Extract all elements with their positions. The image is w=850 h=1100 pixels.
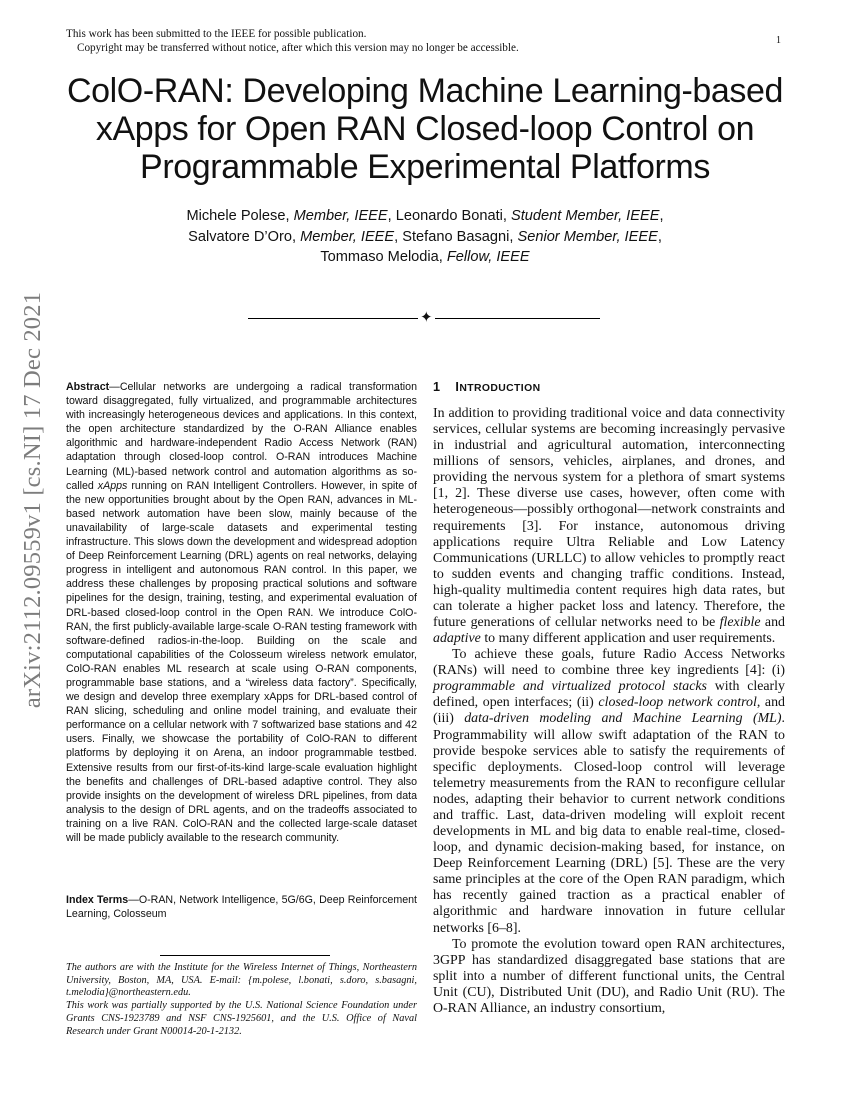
footnote-rule [160,955,330,956]
arxiv-stamp-text: arXiv:2112.09559v1 [cs.NI] 17 Dec 2021 [19,291,46,709]
introduction-body [433,406,785,1017]
notice-line-2: Copyright may be transferred without notice, after which this version may no longer be accessible. [77,42,519,54]
author-name: Salvatore D’Oro [188,228,292,245]
author-name: Michele Polese [186,208,286,224]
notice-line-1: This work has been submitted to the IEEE for possible publication. [66,28,367,40]
section-number: 1 [433,380,441,394]
section-title-initial: I [455,380,460,394]
title-line-3: Programmable Experimental Platforms [140,148,710,186]
author-line-1: Michele Polese, Member, IEEE, Leonardo Bonati, Student Member, IEEE, [186,208,664,224]
author-role: Member, IEEE [293,208,388,224]
index-terms-label: Index Terms [66,894,129,906]
author-role: Fellow, IEEE [446,249,530,265]
arxiv-stamp [10,291,56,709]
author-role: Member, IEEE [300,228,395,245]
submission-notice [66,27,519,55]
section-heading-introduction [433,380,540,394]
abstract: Abstract—Cellular networks are undergoing a radical transformation toward disaggregated, fully virtualized, and programmable architectures with increasingly heterogeneous devices and applications. In this context, the open architecture standardized by the O-RAN Alliance enables algorithmic and hardware-independent Radio Access Network (RAN) adaptation through closed-loop control. O-RAN introduces Machine Learning (ML)-based network control and automation algorithms as so-called xApps running on RAN Intelligent Controllers. However, in spite of the new opportunities brought about by the Open RAN, advances in ML-based network automation have been slow, mainly because of the unavailability of large-scale datasets and experimental testing infrastructure. This slows down the development and widespread adoption of Deep Reinforcement Learning (DRL) agents on real networks, delaying progress in intelligent and autonomous RAN control. In this paper, we address these challenges by proposing practical solutions and software pipelines for the design, training, testing, and experimental evaluation of DRL-based closed-loop control in the Open RAN. We introduce ColO-RAN, the first publicly-available large-scale O-RAN testing framework with software-defined radios-in-the-loop. Building on the scale and computational capabilities of the Colosseum wireless network emulator, ColO-RAN enables ML research at scale using O-RAN components, programmable base stations, and a “wireless data factory”. Specifically, we design and develop three exemplary xApps for DRL-based control of RAN slicing, scheduling and online model training, and evaluate their performance on a cellular network with 7 softwarized base stations and 42 users. Finally, we showcase the portability of ColO-RAN to different platforms by deploying it on Arena, an indoor programmable testbed. Extensive results from our first-of-its-kind large-scale evaluation highlight the benefits and challenges of DRL-based adaptive control. They also provide insights on the development of wireless DRL pipelines, from data analysis to the design of DRL agents, and on the tradeoffs associated to training on a live RAN. ColO-RAN and the collected large-scale dataset will be made publicly available to the research community. [66,381,417,844]
paper-title [40,72,810,186]
page-number: 1 [776,35,781,46]
title-line-2: xApps for Open RAN Closed-loop Control on [95,110,755,148]
author-line-2: Salvatore D’Oro, Member, IEEE, Stefano Basagni, Senior Member, IEEE, [188,228,662,245]
footnote-affiliation: The authors are with the Institute for the Wireless Internet of Things, Northeastern University, Boston, MA, USA. E-mail: {m.polese, l.bonati, s.doro, s.basagni, t.melodia}@northeastern.edu. [66,962,417,999]
index-terms: Index Terms—O-RAN, Network Intelligence, 5G/6G, Deep Reinforcement Learning, Colosseum [66,894,417,921]
abstract-text: Cellular networks are undergoing a radical transformation toward disaggregated, fully virtualized, and programmable architectures with increasingly heterogeneous devices and applications. In this context, the open architecture standardized by the O-RAN Alliance enables algorithmic and hardware-independent Radio Access Network (RAN) adaptation through closed-loop control. O-RAN introduces Machine Learning (ML)-based network control and automation algorithms as so-called [66,381,417,492]
author-role: Senior Member, IEEE [517,228,658,245]
author-name: Tommaso Melodia [320,249,439,265]
paragraph: To achieve these goals, future Radio Access Networks (RANs) will need to combine three key ingredients [4]: (i) programmable and virtualized protocol stacks with clearly defined, open interfaces; (ii) closed-loop network control, and (iii) data-driven modeling and Machine Learning (ML). Programmability will allow swift adaptation of the RAN to provide bespoke services able to satisfy the requirements of specific deployments. Closed-loop control will leverage telemetry measurements from the RAN to reconfigure cellular nodes, adapting their behavior to current network conditions and traffic. Last, data-driven modeling will exploit recent developments in ML and big data to enable real-time, closed-loop, and dynamic decision-making based, for instance, on Deep Reinforcement Learning (DRL) [5]. These are the very same principles at the core of the Open RAN paradigm, which has recently gained traction as a practical enabler of algorithmic and hardware innovation in future cellular networks [6–8]. [433,647,785,936]
author-line-3: Tommaso Melodia, Fellow, IEEE [320,249,530,265]
author-name: Leonardo Bonati [395,208,503,224]
author-name: Stefano Basagni [402,228,510,245]
title-line-1: ColO-RAN: Developing Machine Learning-based [66,72,784,110]
index-terms-text: O-RAN, Network Intelligence, 5G/6G, Deep Reinforcement Learning, Colosseum [66,894,417,921]
author-role: Student Member, IEEE [510,208,660,224]
paragraph: To promote the evolution toward open RAN architectures, 3GPP has standardized disaggregated base stations that are split into a number of different functional units, the Central Unit (CU), Distributed Unit (DU), and Radio Unit (RU). The O-RAN Alliance, an industry consortium, [433,936,785,1016]
paragraph: In addition to providing traditional voice and data connectivity services, cellular systems are becoming increasingly pervasive in industrial and agricultural automation, interconnecting millions of sensors, vehicles, airplanes, and drones, and providing the nervous system for a plethora of smart systems [1, 2]. These diverse use cases, however, often come with heterogeneous—possibly orthogonal—network constraints and requirements [3]. For instance, autonomous driving applications require Ultra Reliable and Low Latency Communications (URLLC) to allow vehicles to promptly react to sudden events and changing traffic conditions. Instead, high-quality multimedia content requires high data rates, but can tolerate a higher packet loss and latency. Therefore, the future generations of cellular networks need to be flexible and adaptive to many different application and user requirements. [433,406,785,647]
section-title-rest: NTRODUCTION [459,383,541,394]
footnotes [66,962,417,1038]
footnote-funding: This work was partially supported by the U.S. National Science Foundation under Grants CNS-1923789 and NSF CNS-1925601, and the U.S. Office of Naval Research under Grant N00014-20-1-2132. [66,1000,417,1037]
abstract-label: Abstract [66,381,110,393]
author-list [90,206,760,268]
separator-diamond-icon: ✦ [420,310,433,326]
